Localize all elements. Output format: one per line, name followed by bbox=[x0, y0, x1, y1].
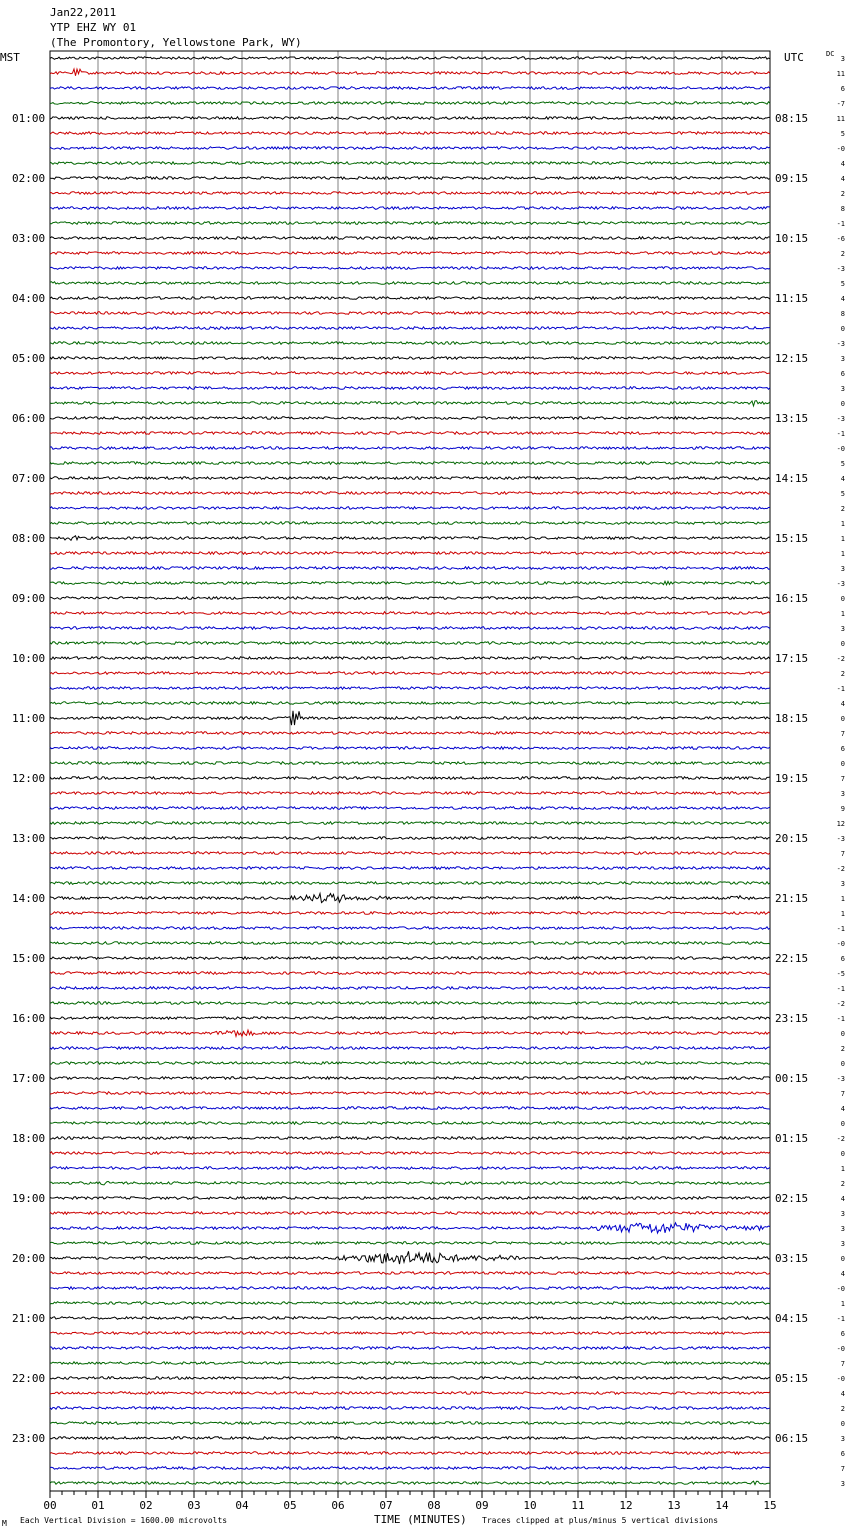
x-tick-label: 14 bbox=[715, 1499, 729, 1512]
dc-offset-value: 4 bbox=[840, 1270, 845, 1278]
x-tick-label: 00 bbox=[43, 1499, 57, 1512]
trace-line bbox=[50, 1122, 770, 1125]
trace-line bbox=[50, 177, 770, 180]
dc-offset-value: 0 bbox=[840, 1120, 845, 1128]
trace-line bbox=[50, 401, 770, 406]
dc-offset-value: 7 bbox=[840, 775, 845, 783]
mst-hour-label: 05:00 bbox=[12, 352, 46, 365]
mst-hour-label: 21:00 bbox=[12, 1312, 46, 1325]
utc-hour-label: 13:15 bbox=[775, 412, 809, 425]
mst-hour-label: 06:00 bbox=[12, 412, 46, 425]
dc-offset-value: -1 bbox=[836, 430, 845, 438]
trace-line bbox=[50, 552, 770, 555]
x-tick-label: 11 bbox=[571, 1499, 585, 1512]
trace-line bbox=[50, 507, 770, 510]
x-tick-label: 05 bbox=[283, 1499, 297, 1512]
dc-offset-value: 0 bbox=[840, 1420, 845, 1428]
utc-hour-label: 19:15 bbox=[775, 772, 809, 785]
dc-offset-value: 6 bbox=[840, 1330, 845, 1338]
trace-line bbox=[50, 567, 770, 570]
trace-line bbox=[50, 1317, 770, 1320]
mst-hour-label: 07:00 bbox=[12, 472, 46, 485]
trace-line bbox=[50, 822, 770, 825]
trace-line bbox=[50, 1107, 770, 1110]
trace-line bbox=[50, 1182, 770, 1185]
mst-hour-label: 13:00 bbox=[12, 832, 46, 845]
trace-line bbox=[50, 1212, 770, 1215]
mst-hour-label: 10:00 bbox=[12, 652, 46, 665]
trace-line bbox=[50, 1407, 770, 1410]
dc-offset-value: 1 bbox=[840, 895, 845, 903]
dc-offset-value: 9 bbox=[840, 805, 845, 813]
trace-line bbox=[50, 312, 770, 315]
trace-line bbox=[50, 1092, 770, 1095]
trace-line bbox=[50, 357, 770, 360]
dc-offset-value: 3 bbox=[840, 565, 845, 573]
mst-hour-label: 15:00 bbox=[12, 952, 46, 965]
dc-offset-value: 7 bbox=[840, 1360, 845, 1368]
dc-offset-value: 0 bbox=[840, 400, 845, 408]
trace-line bbox=[50, 612, 770, 615]
dc-offset-value: 8 bbox=[840, 310, 845, 318]
dc-offset-value: -0 bbox=[836, 1345, 845, 1353]
dc-offset-value: 7 bbox=[840, 1090, 845, 1098]
trace-line bbox=[50, 102, 770, 105]
dc-offset-value: -3 bbox=[836, 265, 845, 273]
trace-line bbox=[50, 447, 770, 450]
trace-line bbox=[50, 1272, 770, 1275]
dc-offset-value: 0 bbox=[840, 595, 845, 603]
dc-offset-value: -2 bbox=[836, 1000, 845, 1008]
dc-offset-value: 1 bbox=[840, 1300, 845, 1308]
trace-line bbox=[50, 747, 770, 750]
utc-hour-label: 16:15 bbox=[775, 592, 809, 605]
x-axis bbox=[43, 1491, 776, 1512]
dc-offset-value: -3 bbox=[836, 580, 845, 588]
dc-offset-value: 3 bbox=[840, 1480, 845, 1488]
trace-line bbox=[50, 117, 770, 120]
dc-offset-value: 0 bbox=[840, 325, 845, 333]
dc-offset-value: -0 bbox=[836, 445, 845, 453]
trace-line bbox=[50, 597, 770, 600]
utc-hour-label: 22:15 bbox=[775, 952, 809, 965]
trace-line bbox=[50, 1030, 770, 1036]
corner-mark: M bbox=[2, 1519, 7, 1528]
dc-offset-value: -3 bbox=[836, 1075, 845, 1083]
trace-line bbox=[50, 1002, 770, 1005]
mst-hour-label: 22:00 bbox=[12, 1372, 46, 1385]
dc-offset-value: 3 bbox=[840, 1240, 845, 1248]
dc-offset-value: 5 bbox=[840, 280, 845, 288]
dc-offset-value: 1 bbox=[840, 550, 845, 558]
utc-hour-label: 00:15 bbox=[775, 1072, 809, 1085]
dc-offset-value: 4 bbox=[840, 1105, 845, 1113]
trace-line bbox=[50, 1137, 770, 1140]
mst-label: MST bbox=[0, 51, 20, 64]
trace-line bbox=[50, 207, 770, 210]
trace-line bbox=[50, 893, 770, 902]
trace-line bbox=[50, 942, 770, 945]
dc-offset-value: -1 bbox=[836, 985, 845, 993]
dc-offset-value: -1 bbox=[836, 925, 845, 933]
dc-offset-value: 2 bbox=[840, 250, 845, 258]
x-tick-label: 06 bbox=[331, 1499, 345, 1512]
trace-line bbox=[50, 57, 770, 60]
trace-line bbox=[50, 807, 770, 810]
trace-line bbox=[50, 927, 770, 930]
dc-offset-value: 0 bbox=[840, 760, 845, 768]
trace-line bbox=[50, 1302, 770, 1305]
mst-hour-label: 08:00 bbox=[12, 532, 46, 545]
trace-line bbox=[50, 1062, 770, 1065]
trace-line bbox=[50, 627, 770, 630]
x-tick-label: 03 bbox=[187, 1499, 201, 1512]
dc-offset-value: -0 bbox=[836, 1375, 845, 1383]
dc-offset-value: -1 bbox=[836, 1015, 845, 1023]
dc-label: DC bbox=[826, 50, 835, 58]
dc-offset-value: -0 bbox=[836, 1285, 845, 1293]
dc-offset-value: 7 bbox=[840, 730, 845, 738]
trace-line bbox=[50, 477, 770, 480]
dc-offset-value: 7 bbox=[840, 1465, 845, 1473]
dc-offset-column bbox=[837, 55, 845, 1488]
trace-line bbox=[50, 522, 770, 525]
utc-hour-label: 03:15 bbox=[775, 1252, 809, 1265]
dc-offset-value: 3 bbox=[840, 1210, 845, 1218]
utc-hour-label: 14:15 bbox=[775, 472, 809, 485]
utc-hour-label: 23:15 bbox=[775, 1012, 809, 1025]
x-tick-label: 07 bbox=[379, 1499, 393, 1512]
mst-hour-label: 12:00 bbox=[12, 772, 46, 785]
dc-offset-value: 1 bbox=[840, 610, 845, 618]
dc-offset-value: 3 bbox=[840, 1435, 845, 1443]
dc-offset-value: 12 bbox=[836, 820, 845, 828]
dc-offset-value: -0 bbox=[836, 940, 845, 948]
dc-offset-value: 7 bbox=[840, 850, 845, 858]
x-tick-label: 01 bbox=[91, 1499, 105, 1512]
mst-hour-label: 02:00 bbox=[12, 172, 46, 185]
dc-offset-value: 2 bbox=[840, 1180, 845, 1188]
mst-hour-label: 03:00 bbox=[12, 232, 46, 245]
trace-line bbox=[50, 867, 770, 870]
dc-offset-value: -1 bbox=[836, 220, 845, 228]
scale-note: Each Vertical Division = 1600.00 microvolts bbox=[20, 1516, 228, 1525]
trace-line bbox=[50, 132, 770, 135]
dc-offset-value: 11 bbox=[836, 115, 845, 123]
dc-offset-value: 4 bbox=[840, 700, 845, 708]
x-tick-label: 04 bbox=[235, 1499, 249, 1512]
trace-line bbox=[50, 1167, 770, 1170]
mst-hour-label: 16:00 bbox=[12, 1012, 46, 1025]
trace-line bbox=[50, 282, 770, 285]
mst-hour-label: 04:00 bbox=[12, 292, 46, 305]
utc-hour-label: 09:15 bbox=[775, 172, 809, 185]
utc-hour-label: 17:15 bbox=[775, 652, 809, 665]
x-tick-label: 09 bbox=[475, 1499, 489, 1512]
trace-line bbox=[50, 1437, 770, 1440]
dc-offset-value: -0 bbox=[836, 145, 845, 153]
dc-offset-value: 3 bbox=[840, 880, 845, 888]
trace-line bbox=[50, 1347, 770, 1350]
dc-offset-value: 4 bbox=[840, 175, 845, 183]
x-tick-label: 12 bbox=[619, 1499, 633, 1512]
dc-offset-value: 3 bbox=[840, 625, 845, 633]
dc-offset-value: 1 bbox=[840, 520, 845, 528]
mst-hour-label: 20:00 bbox=[12, 1252, 46, 1265]
utc-hour-label: 15:15 bbox=[775, 532, 809, 545]
trace-line bbox=[50, 732, 770, 735]
dc-offset-value: 1 bbox=[840, 1165, 845, 1173]
utc-hour-label: 06:15 bbox=[775, 1432, 809, 1445]
trace-line bbox=[50, 1047, 770, 1050]
utc-hour-label: 18:15 bbox=[775, 712, 809, 725]
trace-line bbox=[50, 267, 770, 270]
trace-line bbox=[50, 912, 770, 915]
dc-offset-value: 5 bbox=[840, 460, 845, 468]
dc-offset-value: 2 bbox=[840, 1045, 845, 1053]
dc-offset-value: 4 bbox=[840, 1195, 845, 1203]
trace-line bbox=[50, 762, 770, 765]
dc-offset-value: 6 bbox=[840, 745, 845, 753]
mst-hour-label: 17:00 bbox=[12, 1072, 46, 1085]
dc-offset-value: -5 bbox=[836, 970, 845, 978]
utc-hour-label: 21:15 bbox=[775, 892, 809, 905]
utc-hour-label: 11:15 bbox=[775, 292, 809, 305]
dc-offset-value: 4 bbox=[840, 1390, 845, 1398]
dc-offset-value: 6 bbox=[840, 370, 845, 378]
station-label: YTP EHZ WY 01 bbox=[50, 21, 137, 34]
dc-offset-value: 0 bbox=[840, 640, 845, 648]
trace-line bbox=[50, 1377, 770, 1380]
trace-group bbox=[50, 57, 770, 1485]
x-axis-title: TIME (MINUTES) bbox=[374, 1513, 467, 1526]
trace-line bbox=[50, 462, 770, 465]
trace-line bbox=[50, 1332, 770, 1335]
trace-line bbox=[50, 69, 770, 76]
dc-offset-value: 4 bbox=[840, 475, 845, 483]
trace-line bbox=[50, 162, 770, 165]
mst-hour-label: 09:00 bbox=[12, 592, 46, 605]
trace-line bbox=[50, 1452, 770, 1455]
mst-hour-label: 14:00 bbox=[12, 892, 46, 905]
dc-offset-value: 1 bbox=[840, 535, 845, 543]
dc-offset-value: 3 bbox=[840, 790, 845, 798]
trace-line bbox=[50, 987, 770, 990]
dc-offset-value: -3 bbox=[836, 340, 845, 348]
trace-line bbox=[50, 252, 770, 255]
trace-line bbox=[50, 192, 770, 195]
trace-line bbox=[50, 87, 770, 90]
trace-line bbox=[50, 702, 770, 705]
dc-offset-value: 5 bbox=[840, 490, 845, 498]
dc-offset-value: -3 bbox=[836, 835, 845, 843]
mst-hour-label: 01:00 bbox=[12, 112, 46, 125]
x-tick-label: 08 bbox=[427, 1499, 441, 1512]
dc-offset-value: 0 bbox=[840, 1030, 845, 1038]
dc-offset-value: 3 bbox=[840, 55, 845, 63]
trace-line bbox=[50, 1362, 770, 1365]
utc-hour-label: 04:15 bbox=[775, 1312, 809, 1325]
dc-offset-value: -2 bbox=[836, 865, 845, 873]
utc-hour-label: 10:15 bbox=[775, 232, 809, 245]
dc-offset-value: 0 bbox=[840, 1255, 845, 1263]
dc-offset-value: 6 bbox=[840, 955, 845, 963]
dc-offset-value: 3 bbox=[840, 385, 845, 393]
mst-hour-labels bbox=[12, 112, 45, 1445]
trace-line bbox=[50, 1422, 770, 1425]
dc-offset-value: -2 bbox=[836, 655, 845, 663]
trace-line bbox=[50, 642, 770, 645]
utc-hour-label: 01:15 bbox=[775, 1132, 809, 1145]
trace-line bbox=[50, 222, 770, 225]
trace-line bbox=[50, 237, 770, 240]
trace-line bbox=[50, 432, 770, 435]
dc-offset-value: 2 bbox=[840, 670, 845, 678]
mst-hour-label: 19:00 bbox=[12, 1192, 46, 1205]
dc-offset-value: 6 bbox=[840, 1450, 845, 1458]
utc-hour-label: 20:15 bbox=[775, 832, 809, 845]
trace-line bbox=[50, 387, 770, 390]
dc-offset-value: 3 bbox=[840, 1225, 845, 1233]
clip-note: Traces clipped at plus/minus 5 vertical divisions bbox=[482, 1516, 719, 1525]
trace-line bbox=[50, 1223, 770, 1233]
trace-line bbox=[50, 972, 770, 975]
dc-offset-value: 2 bbox=[840, 505, 845, 513]
dc-offset-value: -6 bbox=[836, 235, 845, 243]
trace-line bbox=[50, 777, 770, 780]
dc-offset-value: 4 bbox=[840, 295, 845, 303]
trace-line bbox=[50, 711, 770, 725]
dc-offset-value: -1 bbox=[836, 685, 845, 693]
dc-offset-value: 0 bbox=[840, 1150, 845, 1158]
utc-hour-label: 05:15 bbox=[775, 1372, 809, 1385]
trace-line bbox=[50, 1197, 770, 1200]
dc-offset-value: 2 bbox=[840, 190, 845, 198]
dc-offset-value: 1 bbox=[840, 910, 845, 918]
mst-hour-label: 11:00 bbox=[12, 712, 46, 725]
trace-line bbox=[50, 297, 770, 300]
utc-hour-labels bbox=[775, 112, 808, 1445]
trace-line bbox=[50, 1251, 770, 1264]
trace-line bbox=[50, 1077, 770, 1080]
mst-hour-label: 23:00 bbox=[12, 1432, 46, 1445]
trace-line bbox=[50, 1481, 770, 1484]
trace-line bbox=[50, 536, 770, 541]
dc-offset-value: -7 bbox=[836, 100, 845, 108]
x-tick-label: 13 bbox=[667, 1499, 681, 1512]
dc-offset-value: -2 bbox=[836, 1135, 845, 1143]
trace-line bbox=[50, 882, 770, 885]
trace-line bbox=[50, 1467, 770, 1470]
trace-line bbox=[50, 342, 770, 345]
dc-offset-value: 5 bbox=[840, 130, 845, 138]
trace-line bbox=[50, 1152, 770, 1155]
trace-line bbox=[50, 792, 770, 795]
trace-line bbox=[50, 372, 770, 375]
trace-line bbox=[50, 687, 770, 690]
dc-offset-value: 3 bbox=[840, 355, 845, 363]
dc-offset-value: 2 bbox=[840, 1405, 845, 1413]
utc-hour-label: 12:15 bbox=[775, 352, 809, 365]
dc-offset-value: -1 bbox=[836, 1315, 845, 1323]
dc-offset-value: 6 bbox=[840, 85, 845, 93]
trace-line bbox=[50, 327, 770, 330]
trace-line bbox=[50, 852, 770, 855]
trace-line bbox=[50, 1242, 770, 1245]
x-tick-label: 02 bbox=[139, 1499, 153, 1512]
x-tick-label: 15 bbox=[763, 1499, 777, 1512]
trace-line bbox=[50, 581, 770, 585]
trace-line bbox=[50, 492, 770, 495]
trace-line bbox=[50, 1287, 770, 1290]
trace-line bbox=[50, 1392, 770, 1395]
mst-hour-label: 18:00 bbox=[12, 1132, 46, 1145]
trace-line bbox=[50, 837, 770, 840]
x-tick-label: 10 bbox=[523, 1499, 537, 1512]
trace-line bbox=[50, 1017, 770, 1020]
trace-line bbox=[50, 957, 770, 960]
dc-offset-value: 0 bbox=[840, 1060, 845, 1068]
trace-line bbox=[50, 147, 770, 150]
location-label: (The Promontory, Yellowstone Park, WY) bbox=[50, 36, 302, 49]
trace-line bbox=[50, 672, 770, 675]
dc-offset-value: 8 bbox=[840, 205, 845, 213]
utc-hour-label: 08:15 bbox=[775, 112, 809, 125]
dc-offset-value: 4 bbox=[840, 160, 845, 168]
date-label: Jan22,2011 bbox=[50, 6, 117, 19]
dc-offset-value: -3 bbox=[836, 415, 845, 423]
trace-line bbox=[50, 657, 770, 660]
trace-line bbox=[50, 417, 770, 420]
dc-offset-value: 0 bbox=[840, 715, 845, 723]
dc-offset-value: 11 bbox=[836, 70, 845, 78]
utc-label: UTC bbox=[784, 51, 804, 64]
utc-hour-label: 02:15 bbox=[775, 1192, 809, 1205]
